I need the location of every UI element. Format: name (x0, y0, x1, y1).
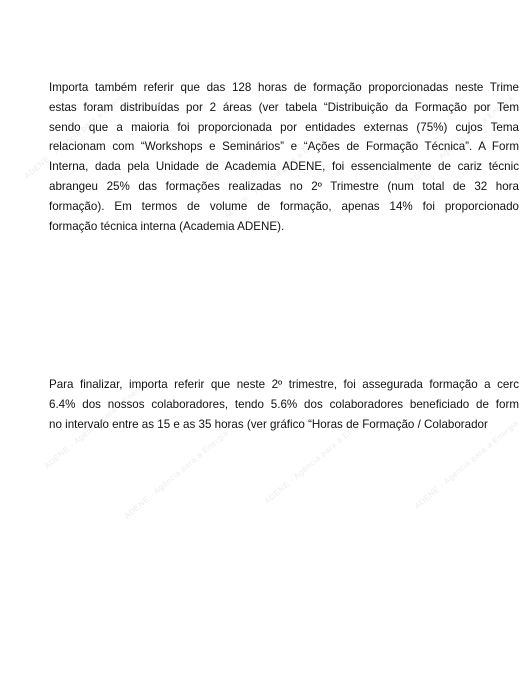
watermark: ADENE - Agência para a Energia (407, 93, 516, 186)
text-line: formação técnica interna (Academia ADENE). (49, 219, 285, 233)
watermark: ADENE - Agência para a Energia (412, 418, 520, 511)
paragraph-training-areas (49, 78, 519, 236)
watermark: ADENE - Agência para a Energia (42, 378, 151, 471)
watermark: ADENE - Agência para a Energia (22, 88, 131, 181)
text-line: 6.4% dos nossos colaboradores, tendo 5.6% dos colaboradores beneficiado de form (49, 397, 519, 411)
watermark: ADENE - Agência para a Energia (262, 413, 371, 506)
text-line: abrangeu 25% das formações realizadas no 2º Trimestre (num total de 32 hora (49, 179, 519, 193)
text-line: Importa também referir que das 128 horas de formação proporcionadas neste Trime (49, 81, 519, 94)
text-line: sendo que a maioria foi proporcionada por entidades externas (75%) cujos Tema (49, 120, 519, 134)
text-line: Interna, dada pela Unidade de Academia ADENE, foi essencialmente de cariz técnic (49, 160, 519, 174)
watermark: ADENE - Agência para a Energia (122, 428, 231, 521)
text-line: no intervalo entre as 15 e as 35 horas (ver gráfico “Horas de Formação / Colaborador (49, 417, 488, 431)
text-line: estas foram distribuídas por 2 áreas (ver tabela “Distribuição da Formação por Tem (49, 100, 519, 114)
text-line: formação). Em termos de volume de formação, apenas 14% foi proporcionado (49, 199, 519, 213)
paragraph-training-coverage (49, 375, 519, 434)
watermark: ADENE - Agência para a Energia (222, 128, 331, 221)
text-line: Para finalizar, importa referir que neste 2º trimestre, foi assegurada formação a cerc (49, 378, 519, 391)
text-line: relacionam com “Workshops e Seminários” e “Ações de Formação Técnica”. A Form (49, 140, 519, 154)
